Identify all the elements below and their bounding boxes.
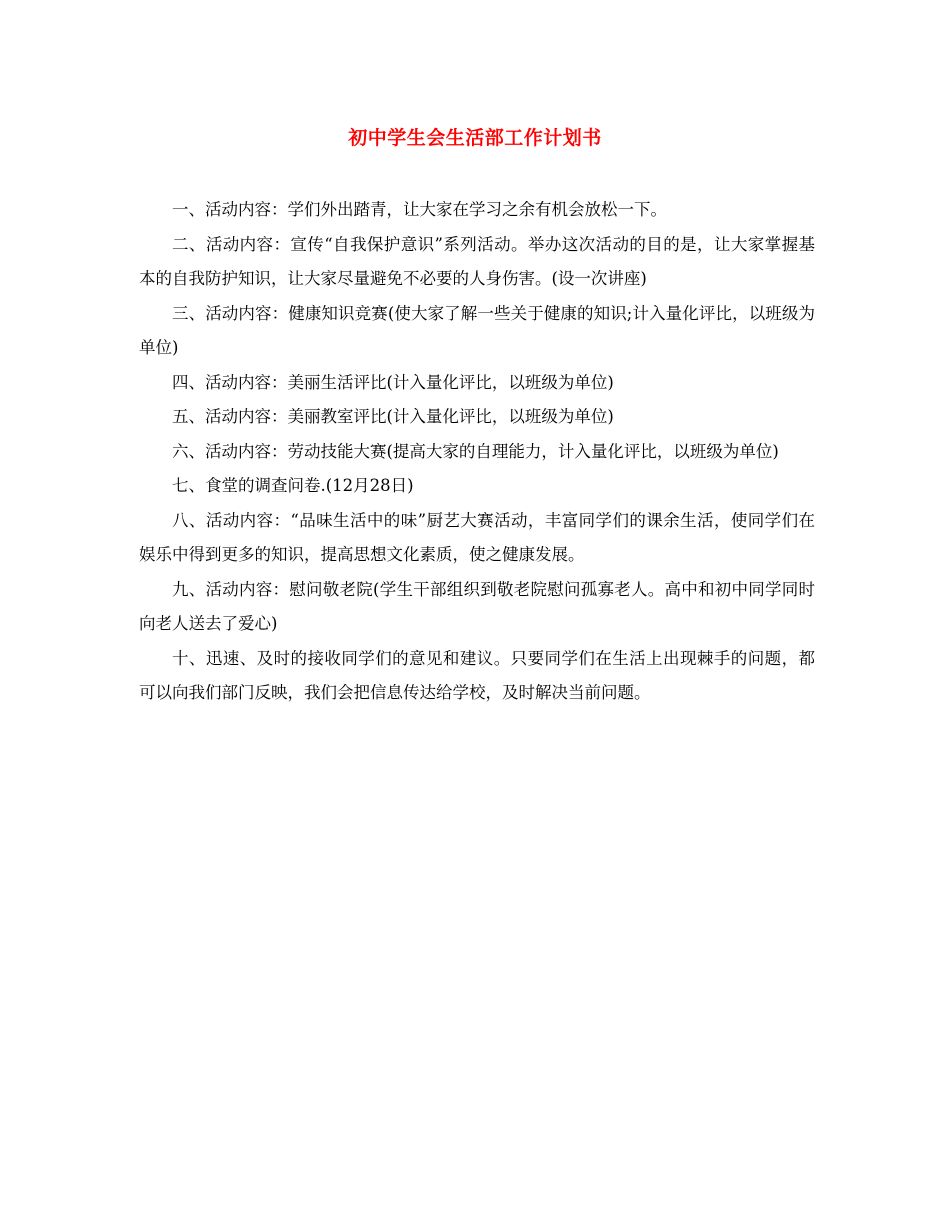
paragraph-9: 九、活动内容：慰问敬老院(学生干部组织到敬老院慰问孤寡老人。高中和初中同学同时向老人送去了爱心): [139, 579, 815, 633]
paragraph-6: 六、活动内容：劳动技能大赛(提高大家的自理能力，计入量化评比，以班级为单位): [172, 441, 779, 461]
document-body: [139, 193, 815, 711]
paragraph-7: 七、食堂的调查问卷.(12月28日): [172, 476, 414, 495]
paragraph-4: 四、活动内容：美丽生活评比(计入量化评比，以班级为单位): [172, 372, 614, 392]
paragraph-8: 八、活动内容：“品味生活中的味”厨艺大赛活动，丰富同学们的课余生活，使同学们在娱乐中得到更多的知识，提高思想文化素质，使之健康发展。: [139, 510, 815, 564]
document-title: 初中学生会生活部工作计划书: [348, 127, 602, 149]
paragraph-3: 三、活动内容：健康知识竞赛(使大家了解一些关于健康的知识;计入量化评比，以班级为单位): [139, 303, 815, 357]
paragraph-2: 二、活动内容：宣传“自我保护意识”系列活动。举办这次活动的目的是，让大家掌握基本的自我防护知识，让大家尽量避免不必要的人身伤害。(设一次讲座): [139, 234, 815, 288]
paragraph-10: 十、迅速、及时的接收同学们的意见和建议。只要同学们在生活上出现棘手的问题，都可以向我们部门反映，我们会把信息传达给学校，及时解决当前问题。: [139, 648, 815, 702]
paragraph-5: 五、活动内容：美丽教室评比(计入量化评比，以班级为单位): [172, 407, 614, 426]
paragraph-1: 一、活动内容：学们外出踏青，让大家在学习之余有机会放松一下。: [172, 200, 667, 219]
